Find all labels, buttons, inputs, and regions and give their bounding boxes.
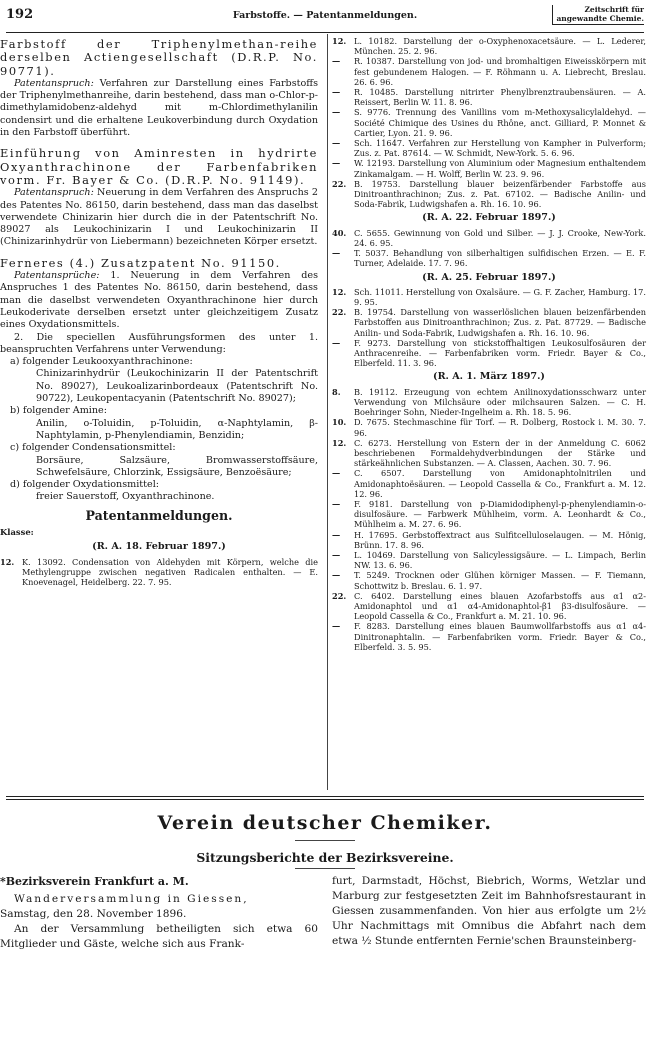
entry-text: C. 6402. Darstellung eines blauen Azofarbstoffs aus α1 α2-Amidonaphtol und α1 α4-Amidonaphtol-β1 β3-disulfosäure. — Leopold Cassella & Co., Frankfurt a. M. 21. 10. 96. [354,590,646,622]
entry-group-1 [332,36,646,209]
list-item [332,468,646,499]
entry-text: R. 10387. Darstellung von jod- und bromhaltigen Eiweisskörpern mit fest gebundenem Halogen. — F. Röhmann u. A. Liebrecht, Breslau. 26. 6. 96. [354,56,646,87]
class-number: — [332,248,341,259]
journal-name [552,5,644,25]
entry-text: C. 5655. Gewinnung von Gold und Silber. — J. J. Crooke, New-York. 24. 6. 95. [354,227,646,248]
claim-text: 1. Neuerung in dem Verfahren des Anspruches 1 des Patentes No. 86150, darin bestehend, dass man die daselbst verwendeten Oxyanthrachinone hier durch Leukoderivate derselben ersetzt unter gleichzeitigem Zusatz eines Oxydationsmittels. [0,270,318,331]
class-number: — [332,570,341,581]
class-number: — [332,138,341,149]
section-heading: Patentanmeldungen. [85,507,233,523]
list-item-c: c) folgender Condensationsmittel: [10,442,176,454]
list-item [332,179,646,210]
class-number: 22. [332,307,347,318]
class-number: 12. [0,556,15,567]
meeting-date: Samstag, den 28. November 1896. [0,908,187,920]
list-item-d-text: freier Sauerstoff, Oxyanthrachinone. [36,491,215,503]
entry-text: Sch. 11647. Verfahren zur Herstellung von Kampher in Pulverform; Zus. z. Pat. 87614. — W. Schmidt, New-York. 5. 6. 96. [354,138,646,159]
list-item-b: b) folgender Amine: [10,405,107,417]
class-number: 22. [332,178,347,189]
list-item-a-text: Chinizarinhydrür (Leukochinizarin II der Patentschrift No. 89027), Leukoalizarinbordeaux (Patentschrift No. 90722), Leukopentacyanin (Patentschrift No. 89027); [36,368,318,405]
entry-text: B. 19753. Darstellung blauer beizenfärbender Farbstoffe aus Dinitroanthrachinon; Zus. z. Pat. 67102. — Badische Anilin- und Soda-Fabrik, Ludwigshafen a. Rh. 16. 10. 96. [354,178,646,210]
section-rule-1 [6,796,644,797]
class-number: 10. [332,417,347,428]
list-item-c-text: Borsäure, Salzsäure, Bromwasserstoffsäure, Schwefelsäure, Chlorzink, Essigsäure, Benzoësäure; [36,454,318,478]
entry-text: D. 7675. Stechmaschine für Torf. — R. Dolberg, Rostock i. M. 30. 7. 96. [354,417,646,438]
entry-text: T. 5249. Trocknen oder Glühen körniger Massen. — F. Tiemann, Schottwitz b. Breslau. 6. 1. 97. [354,570,646,591]
class-number: 40. [332,227,347,238]
klasse-label: Klasse: [0,526,34,537]
entry-text: Sch. 11011. Herstellung von Oxalsäure. — G. F. Zacher, Hamburg. 17. 9. 95. [354,286,646,308]
class-number: 12. [332,437,347,448]
page-header [6,5,644,29]
date-heading: (R. A. 25. Februar 1897.) [422,271,556,283]
list-item [332,228,646,248]
entry-group-4 [332,387,646,652]
entry-group-2 [332,228,646,269]
claim-label: Patentansprüche: [14,270,100,282]
entry-text: F. 8283. Darstellung eines blauen Baumwollfarbstoffs aus α1 α4-Dinitronaphtalin. — Farbenfabriken vorm. Friedr. Bayer & Co., Elberfeld. 3. 5. 95. [354,621,646,652]
article-claim-2 [0,187,318,248]
short-rule [295,868,355,869]
list-item [332,107,646,138]
class-number: — [332,158,341,169]
class-number: — [332,499,341,510]
entry-text: K. 13092. Condensation von Aldehyden mit Körpern, welche die Methylengruppe zwischen negativen Radicalen enthalten. — E. Knoevenagel, Heidelberg. 22. 7. 95. [22,556,318,587]
right-column [332,36,646,652]
list-item [332,138,646,158]
page-number: 192 [6,7,34,22]
entry-text: F. 9273. Darstellung von stickstoffhaltigen Leukosulfosäuren der Anthracenreihe. — Farbenfabriken vorm. Friedr. Bayer & Co., Elberfeld. 11. 3. 96. [354,337,646,369]
list-item [332,56,646,87]
journal-line-2: angewandte Chemie. [556,14,644,23]
claim-label: Patentanspruch: [14,187,94,199]
class-number: 8. [332,386,341,397]
list-item [332,387,646,418]
list-item [332,530,646,550]
list-item-b-text: Anilin, o-Toluidin, p-Toluidin, α-Naphtylamin, β-Naphtylamin, p-Phenylendiamin, Benzidin; [36,417,318,441]
entry-text: F. 9181. Darstellung von p-Diamidodiphenyl-p-phenylendiamin-o-disulfosäure. — Farbwerk Mühlheim, vorm. A. Leonhardt & Co., Mühlheim a. M. 27. 6. 96. [354,499,646,530]
paragraph: furt, Darmstadt, Höchst, Biebrich, Worms, Wetzlar und Marburg zur festgesetzten Zeit im Bahnhofsrestaurant in Giessen zusammenfanden. Von hier aus erfolgte um 2½ Uhr Nachmittags mit Omnibus die Abfahrt nach dem etwa ½ Stunde entfernten Fernie'schen Braunsteinberg- [332,875,646,947]
branch-title: *Bezirksverein Frankfurt a. M. [0,875,189,888]
list-item [332,438,646,469]
claim-text: Verfahren zur Darstellung eines Farbstoffs der Triphenylmethanreihe, darin bestehend, dass man o-Chlor-p-dimethylamidobenz-aldehyd mit m-Chlordimethylanilin condensirt und die erhaltene Leukoverbindung durch Oxydation in den Farbstoff überführt. [0,77,318,139]
paragraph: An der Versammlung betheiligten sich etwa 60 Mitglieder und Gäste, welche sich aus Frank- [0,923,318,950]
entry-group-3 [332,287,646,369]
entry-text: B. 19754. Darstellung von wasserlöslichen blauen beizenfärbenden Farbstoffen aus Dinitroanthrachinon; Zus. z. Pat. 87729. — Badische Anilin- und Soda-Fabrik, Ludwigshafen a. Rh. 16. 10. 96. [354,307,646,338]
section-rule-2 [6,799,644,800]
society-heading: Verein deutscher Chemiker. [157,812,493,834]
list-item [332,87,646,107]
list-item [0,557,318,588]
list-item [332,621,646,652]
left-column [0,38,318,587]
class-number: — [332,621,341,632]
journal-line-1: Zeitschrift für [584,5,644,14]
entry-text: R. 10485. Darstellung nitrirter Phenylbrenztraubensäuren. — A. Reissert, Berlin W. 11. 8. 96. [354,87,646,108]
article-title-2: Einführung von Aminresten in hydrirte Oxyanthrachinone der Farbenfabriken vorm. Fr. Bayer & Co. (D.R.P. No. 91149). [0,146,318,187]
list-item [332,591,646,622]
class-number: — [332,56,341,67]
entry-text: L. 10182. Darstellung der o-Oxyphenoxacetsäure. — L. Lederer, München. 25. 2. 96. [354,36,646,57]
class-number: — [332,107,341,118]
list-item [332,417,646,437]
article-claim-3b: 2. Die speciellen Ausführungsformen des unter 1. beanspruchten Verfahrens unter Verwendung: [0,331,318,355]
class-number: 12. [332,36,347,46]
list-item [332,248,646,268]
date-heading: (R. A. 18. Februar 1897.) [92,541,226,553]
running-title: Farbstoffe. — Patentanmeldungen. [232,10,418,21]
list-item [332,499,646,530]
date-heading: (R. A. 22. Februar 1897.) [422,212,556,224]
article-claim-3 [0,270,318,331]
entry-text: L. 10469. Darstellung von Salicylessigsäure. — L. Limpach, Berlin NW. 13. 6. 96. [354,550,646,571]
list-item [332,287,646,307]
list-item-d: d) folgender Oxydationsmittel: [10,479,159,491]
entry-text: B. 19112. Erzeugung von echtem Anilinoxydationsschwarz unter Verwendung von Milchsäure oder milchsauren Salzen. — C. H. Boehringer Sohn, Nieder-Ingelheim a. Rh. 18. 5. 96. [354,386,646,418]
list-item-a: a) folgender Leukooxyanthrachinone: [10,356,193,368]
list-item [332,158,646,178]
class-number: — [332,529,341,540]
entry-text: H. 17695. Gerbstoffextract aus Sulfitcelluloselaugen. — M. Hönig, Brünn. 17. 8. 96. [354,529,646,550]
class-number: — [332,337,341,348]
list-item [332,307,646,338]
class-number: — [332,87,341,98]
entry-text: C. 6507. Darstellung von Amidonaphtolnitrilen und Amidonaphtoësäuren. — Leopold Cassella & Co., Frankfurt a. M. 12. 12. 96. [354,468,646,499]
meeting-title: Wanderversammlung in Giessen, [14,893,249,905]
class-number: 22. [332,590,347,601]
list-item [332,570,646,590]
bottom-left-column [0,874,318,952]
list-item [332,550,646,570]
claim-text: Neuerung in dem Verfahren des Anspruchs 2 des Patentes No. 86150, darin bestehend, dass man das daselbst verwendete Chinizarin hier durch die in der Patentschrift No. 89027 als Leukochinizarin I und Leukochinizarin II (Chinizarinhydrür von Liebermann) bezeichneten Körper ersetzt. [0,187,318,248]
entry-text: T. 5037. Behandlung von silberhaltigen sulfidischen Erzen. — E. F. Turner, Adelaide. 17. 7. 96. [354,248,646,269]
class-number: 12. [332,286,347,297]
article-title-1: Farbstoff der Triphenylmethan-reihe derselben Actiengesellschaft (D.R.P. No. 90771). [0,37,318,78]
date-heading: (R. A. 1. März 1897.) [433,371,545,383]
bottom-right-column [332,874,646,949]
entry-text: C. 6273. Herstellung von Estern der in der Anmeldung C. 6062 beschriebenen Formaldehydverbindungen der Stärke und stärkeähnlichen Substanzen. — A. Classen, Aachen. 30. 7. 96. [354,437,646,469]
entry-text: W. 12193. Darstellung von Aluminium oder Magnesium enthaltendem Zinkamalgam. — H. Wolff, Berlin W. 23. 9. 96. [354,158,646,179]
column-divider [327,34,328,790]
class-number: — [332,550,341,561]
short-rule [295,840,355,841]
claim-label: Patentanspruch: [14,77,94,89]
entry-text: S. 9776. Trennung des Vanillins vom m-Methoxysalicylaldehyd. — Société Chimique des Usines du Rhône, anct. Gilliard, P. Monnet & Cartier, Lyon. 21. 9. 96. [354,107,646,138]
header-rule [6,32,644,33]
article-title-3: Ferneres (4.) Zusatzpatent No. 91150. [0,255,281,270]
list-item [332,36,646,56]
article-claim-1 [0,78,318,139]
meeting-reports-heading: Sitzungsberichte der Bezirksvereine. [196,850,454,865]
class-number: — [332,468,341,479]
list-item [332,338,646,369]
